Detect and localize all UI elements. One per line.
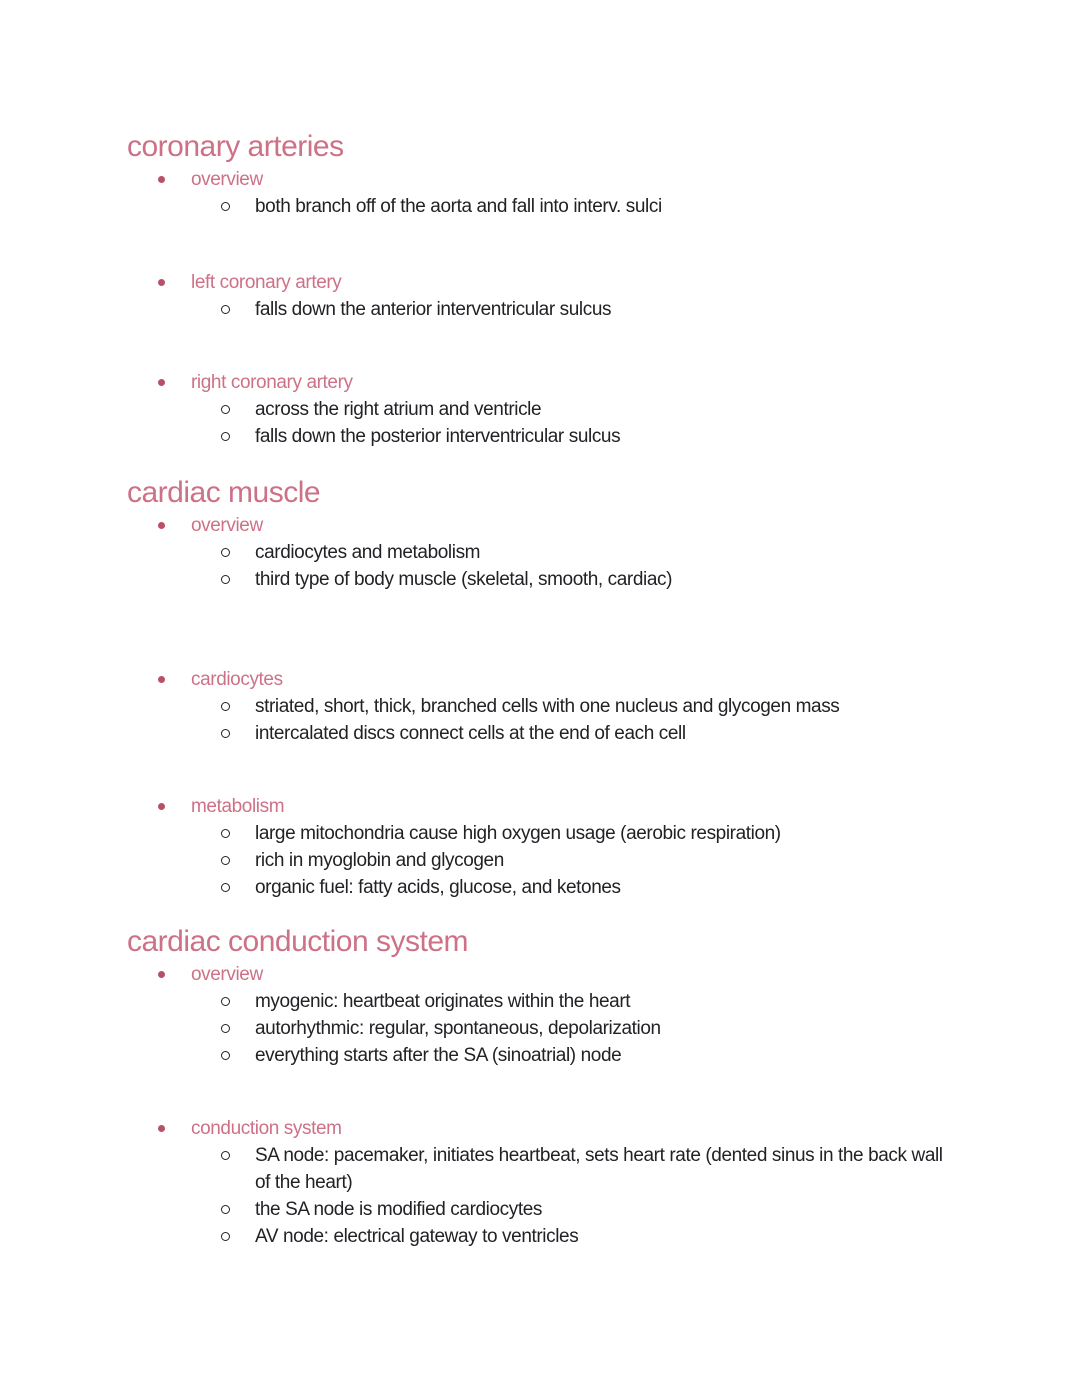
hollow-circle-bullet-icon	[221, 997, 230, 1006]
filled-bullet-icon	[158, 379, 165, 386]
hollow-circle-bullet-icon	[221, 432, 230, 441]
note-text: across the right atrium and ventricle	[255, 399, 542, 420]
hollow-circle-bullet-icon	[221, 575, 230, 584]
sub-bullet-item	[0, 847, 1080, 874]
sub-bullet-item	[0, 423, 1080, 450]
note-text: SA node: pacemaker, initiates heartbeat, sets heart rate (dented sinus in the back wall of the heart)	[255, 1145, 943, 1193]
group-label: overview	[191, 169, 263, 190]
hollow-circle-bullet-icon	[221, 1024, 230, 1033]
bullet-item-right-coronary-artery	[0, 369, 1080, 396]
hollow-circle-bullet-icon	[221, 405, 230, 414]
hollow-circle-bullet-icon	[221, 1232, 230, 1241]
filled-bullet-icon	[158, 803, 165, 810]
sub-bullet-item	[0, 296, 1080, 323]
note-text: cardiocytes and metabolism	[255, 542, 481, 563]
sub-bullet-item	[0, 193, 1080, 220]
filled-bullet-icon	[158, 176, 165, 183]
blank-gap	[0, 323, 1080, 369]
filled-bullet-icon	[158, 971, 165, 978]
sub-bullet-item	[0, 1196, 1080, 1223]
note-text: striated, short, thick, branched cells with one nucleus and glycogen mass	[255, 696, 840, 717]
sub-bullet-item	[0, 1015, 1080, 1042]
note-text: everything starts after the SA (sinoatrial) node	[255, 1045, 622, 1066]
group-label: overview	[191, 964, 263, 985]
bullet-item-overview	[0, 961, 1080, 988]
blank-gap	[0, 450, 1080, 474]
hollow-circle-bullet-icon	[221, 1205, 230, 1214]
hollow-circle-bullet-icon	[221, 1151, 230, 1160]
hollow-circle-bullet-icon	[221, 856, 230, 865]
filled-bullet-icon	[158, 279, 165, 286]
sub-bullet-item	[0, 1042, 1080, 1069]
section-heading-cardiac-muscle: cardiac muscle	[127, 476, 321, 509]
hollow-circle-bullet-icon	[221, 729, 230, 738]
note-text: organic fuel: fatty acids, glucose, and ketones	[255, 877, 621, 898]
group-label: cardiocytes	[191, 669, 283, 690]
hollow-circle-bullet-icon	[221, 548, 230, 557]
sub-bullet-item	[0, 988, 1080, 1015]
sub-bullet-item	[0, 874, 1080, 901]
bullet-item-overview	[0, 512, 1080, 539]
note-text: falls down the posterior interventricular sulcus	[255, 426, 621, 447]
note-text: intercalated discs connect cells at the end of each cell	[255, 723, 686, 744]
sub-bullet-item	[0, 820, 1080, 847]
blank-gap	[0, 220, 1080, 269]
blank-gap	[0, 593, 1080, 666]
sub-bullet-item	[0, 1142, 1080, 1196]
blank-gap	[0, 747, 1080, 793]
bullet-item-overview	[0, 166, 1080, 193]
section-heading-cardiac-conduction-system: cardiac conduction system	[127, 925, 468, 958]
hollow-circle-bullet-icon	[221, 202, 230, 211]
bullet-item-conduction-system	[0, 1115, 1080, 1142]
note-text: the SA node is modified cardiocytes	[255, 1199, 543, 1220]
bullet-item-metabolism	[0, 793, 1080, 820]
group-label: overview	[191, 515, 263, 536]
blank-gap	[0, 901, 1080, 923]
hollow-circle-bullet-icon	[221, 829, 230, 838]
note-text: third type of body muscle (skeletal, smooth, cardiac)	[255, 569, 673, 590]
group-label: right coronary artery	[191, 372, 353, 393]
hollow-circle-bullet-icon	[221, 1051, 230, 1060]
sub-bullet-item	[0, 1223, 1080, 1250]
blank-gap	[0, 1069, 1080, 1115]
sub-bullet-item	[0, 396, 1080, 423]
note-text: falls down the anterior interventricular sulcus	[255, 299, 612, 320]
bullet-item-left-coronary-artery	[0, 269, 1080, 296]
filled-bullet-icon	[158, 1125, 165, 1132]
section-heading-coronary-arteries: coronary arteries	[127, 130, 344, 163]
group-label: metabolism	[191, 796, 285, 817]
group-label: conduction system	[191, 1118, 342, 1139]
sub-bullet-item	[0, 539, 1080, 566]
hollow-circle-bullet-icon	[221, 702, 230, 711]
note-text: myogenic: heartbeat originates within the heart	[255, 991, 631, 1012]
sub-bullet-item	[0, 693, 1080, 720]
hollow-circle-bullet-icon	[221, 883, 230, 892]
bullet-item-cardiocytes	[0, 666, 1080, 693]
sub-bullet-item	[0, 566, 1080, 593]
note-text: autorhythmic: regular, spontaneous, depolarization	[255, 1018, 661, 1039]
group-label: left coronary artery	[191, 272, 342, 293]
filled-bullet-icon	[158, 522, 165, 529]
note-text: rich in myoglobin and glycogen	[255, 850, 504, 871]
note-text: large mitochondria cause high oxygen usage (aerobic respiration)	[255, 823, 781, 844]
note-text: both branch off of the aorta and fall into interv. sulci	[255, 196, 662, 217]
filled-bullet-icon	[158, 676, 165, 683]
sub-bullet-item	[0, 720, 1080, 747]
note-text: AV node: electrical gateway to ventricles	[255, 1226, 579, 1247]
hollow-circle-bullet-icon	[221, 305, 230, 314]
